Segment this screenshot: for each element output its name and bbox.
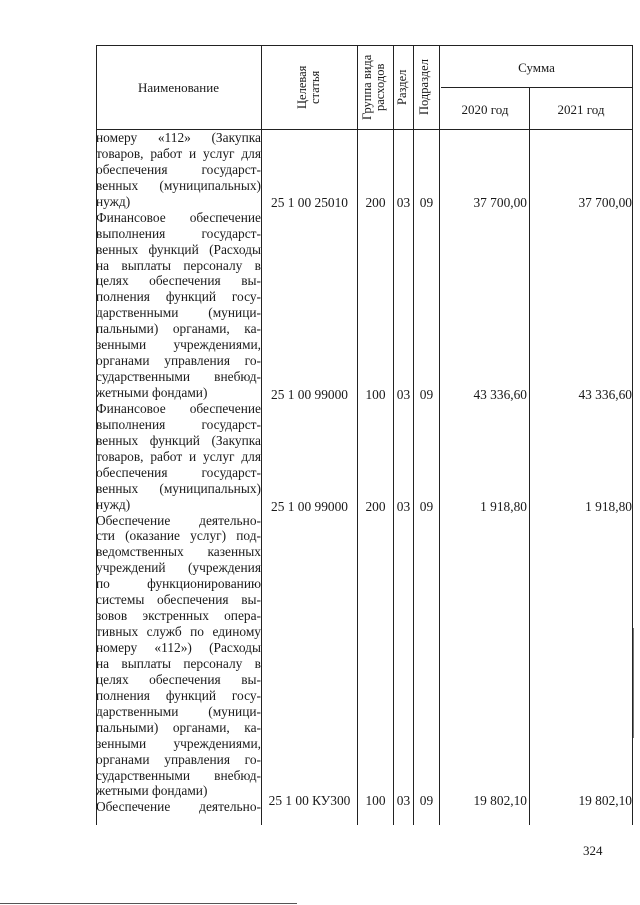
name-line: номеру «112») (Расходы (96, 640, 261, 655)
name-line: товаров, работ и услуг для (96, 448, 261, 464)
sum-divider (441, 87, 632, 88)
row-2-section: 03 (396, 387, 411, 402)
name-line: сударственными внебюд- (96, 767, 261, 783)
row-1-2021: 37 700,00 (578, 195, 632, 210)
name-line: полнения функций госу- (96, 687, 261, 703)
col-border-target (357, 45, 358, 825)
header-name: Наименование (138, 80, 219, 95)
name-line: дарственными (муници- (96, 703, 261, 719)
row-2-2021: 43 336,60 (578, 387, 632, 402)
header-year-2020: 2020 год (461, 102, 509, 117)
scan-edge-mark (633, 628, 634, 738)
name-line: Обеспечение деятельно- (96, 799, 261, 815)
name-column-text (96, 130, 261, 815)
row-3-2020: 1 918,80 (480, 499, 527, 514)
col-border-group (393, 45, 394, 825)
name-line: выполнения государст- (96, 416, 261, 432)
row-4-section: 03 (396, 793, 411, 808)
row-1-group: 200 (365, 195, 386, 210)
header-target: Целевая статья (295, 65, 322, 109)
col-border-section (413, 45, 414, 825)
name-line: Финансовое обеспечение (96, 400, 261, 416)
name-line: системы обеспечения вы- (96, 592, 261, 608)
name-line: Обеспечение деятельно- (96, 512, 261, 528)
name-line: целях обеспечения вы- (96, 273, 261, 289)
name-line: жетными фондами) (96, 783, 208, 799)
name-line: жетными фондами) (96, 385, 208, 400)
header-section: Раздел (395, 69, 409, 105)
row-4-2021: 19 802,10 (578, 793, 632, 808)
name-line: пальными) органами, ка- (96, 719, 261, 735)
name-line: тивных служб по единому (96, 624, 261, 640)
name-line: полнения функций госу- (96, 289, 261, 305)
row-1-subsection: 09 (419, 195, 434, 210)
name-line: венных (муниципальных) (96, 480, 261, 496)
row-2-target: 25 1 00 99000 (271, 387, 348, 402)
name-line: органами управления го- (96, 353, 261, 369)
row-2-subsection: 09 (419, 387, 434, 402)
col-border-subsection (439, 45, 440, 825)
row-3-subsection: 09 (419, 499, 434, 514)
row-2-2020: 43 336,60 (473, 387, 527, 402)
name-line: сти (оказание услуг) под- (96, 528, 261, 544)
page-number: 324 (583, 843, 603, 858)
name-line: пальными) органами, ка- (96, 321, 261, 337)
row-3-group: 200 (365, 499, 386, 514)
header-subsection: Подраздел (417, 59, 431, 115)
header-sum: Сумма (518, 60, 555, 75)
name-line: обеспечения государст- (96, 464, 261, 480)
name-line: на выплаты персоналу в (96, 257, 261, 273)
name-line: венных функций (Закупка (96, 432, 261, 448)
name-line: Финансовое обеспечение (96, 209, 261, 225)
header-year-2021: 2021 год (557, 102, 605, 117)
row-4-group: 100 (365, 793, 386, 808)
row-1-2020: 37 700,00 (473, 195, 527, 210)
table-top-border (96, 45, 632, 46)
row-2-group: 100 (365, 387, 386, 402)
row-1-target: 25 1 00 25010 (271, 195, 348, 210)
name-line: на выплаты персоналу в (96, 655, 261, 671)
name-line: зовов экстренных опера- (96, 608, 261, 624)
name-line: дарственными (муници- (96, 305, 261, 321)
row-4-2020: 19 802,10 (473, 793, 527, 808)
name-line: венных функций (Расходы (96, 241, 261, 257)
name-line: по функционированию (96, 576, 261, 592)
row-3-section: 03 (396, 499, 411, 514)
name-line: номеру «112» (Закупка (96, 130, 261, 145)
name-line: выполнения государст- (96, 225, 261, 241)
name-line: целях обеспечения вы- (96, 671, 261, 687)
col-border-name (261, 45, 262, 825)
name-line: зенными учреждениями, (96, 337, 261, 353)
name-line: венных (муниципальных) (96, 177, 261, 193)
name-line: сударственными внебюд- (96, 369, 261, 385)
row-3-2021: 1 918,80 (585, 499, 632, 514)
name-line: зенными учреждениями, (96, 735, 261, 751)
name-line: товаров, работ и услуг для (96, 145, 261, 161)
name-line: нужд) (96, 193, 131, 209)
name-line: нужд) (96, 496, 131, 512)
name-line: органами управления го- (96, 751, 261, 767)
row-4-target: 25 1 00 КУ300 (268, 793, 351, 808)
row-4-subsection: 09 (419, 793, 434, 808)
name-line: обеспечения государст- (96, 161, 261, 177)
row-1-section: 03 (396, 195, 411, 210)
name-line: учреждений (учреждения (96, 560, 261, 576)
name-line: ведомственных казенных (96, 544, 261, 560)
header-group: Группа вида расходов (360, 54, 387, 120)
row-3-target: 25 1 00 99000 (271, 499, 348, 514)
footer-rule (0, 903, 297, 904)
